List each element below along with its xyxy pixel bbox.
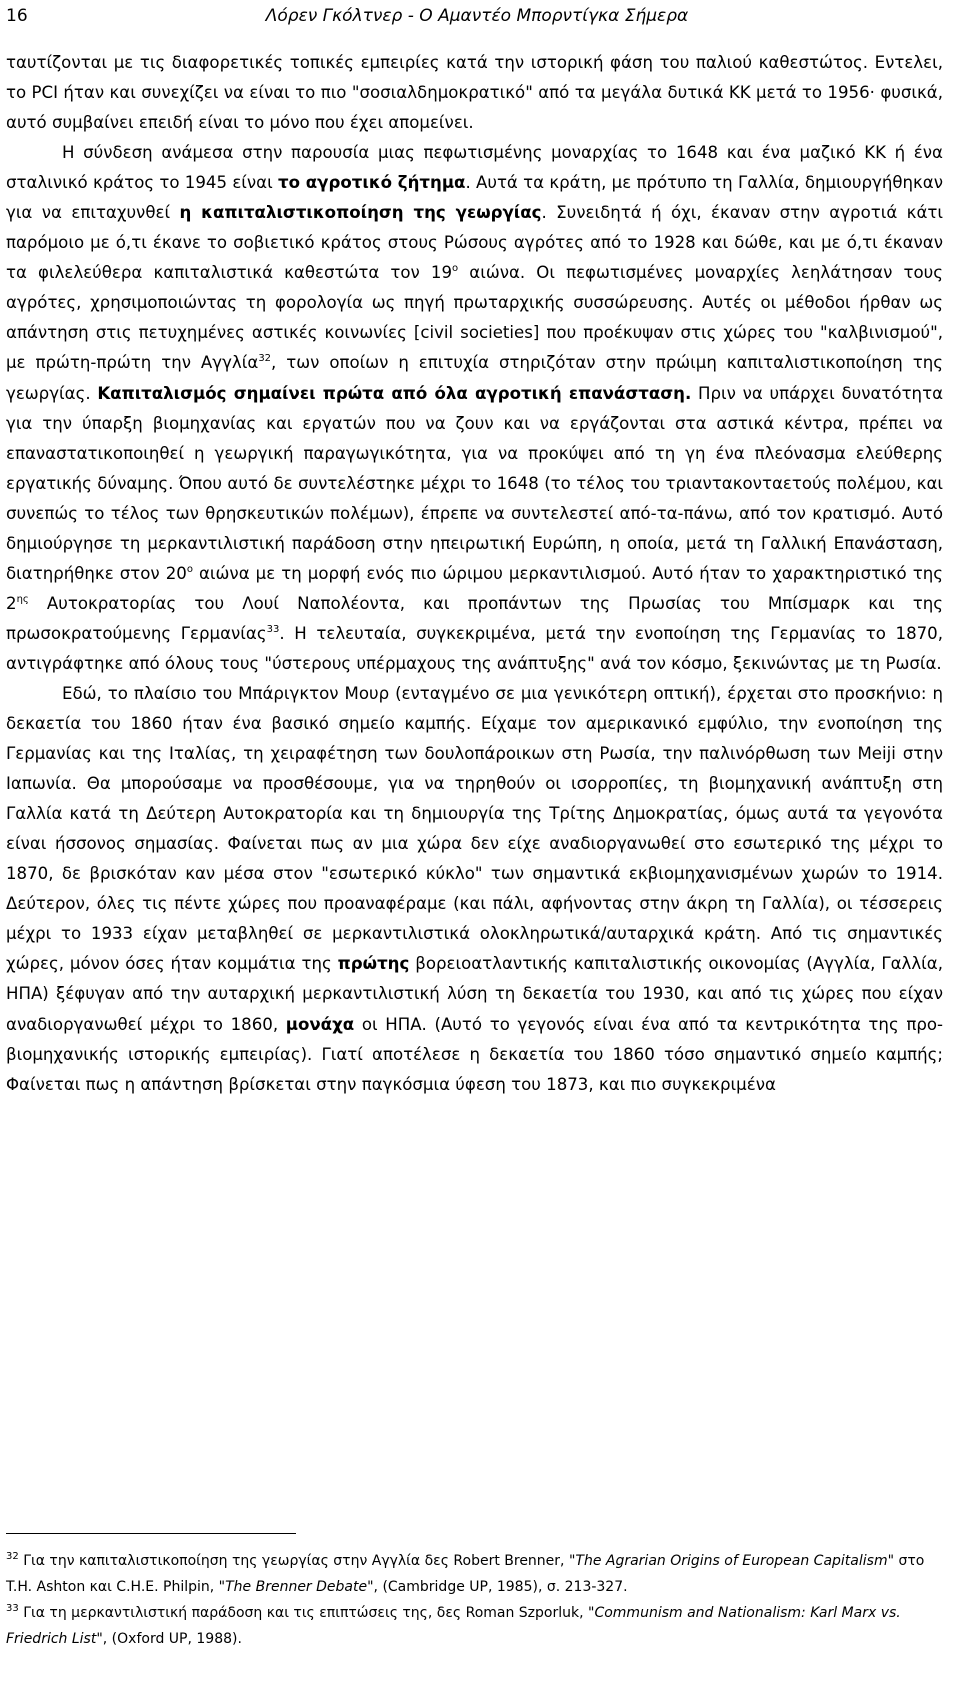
footnote-33 — [6, 1600, 943, 1652]
text-run: Εδώ, το πλαίσιο του Μπάριγκτον Μουρ (ενταγμένο σε μια γενικότερη οπτική), έρχεται στο προσκήνιο: η δεκαετία του 1860 ήταν ένα βασικό σημείο καμπής. Είχαμε τον αμερικανικό εμφύλιο, την ενοποίηση της Γερμανίας και της Ιταλίας, τη χειραφέτηση των δουλοπάροικων στη Ρωσία, την παλινόρθωση των Meiji στην Ιαπωνία. Θα μπορούσαμε να προσθέσουμε, για να τηρηθούν οι ισορροπίες, τη βιομηχανική ανάπτυξη στη Γαλλία κατά τη Δεύτερη Αυτοκρατορία και τη δημιουργία της Τρίτης Δημοκρατίας, όμως αυτά τα γεγονότα είναι ήσσονος σημασίας. Φαίνεται πως αν μια χώρα δεν είχε αναδιοργανωθεί στο εσωτερικό της μέχρι το 1870, δε βρισκόταν καν μέσα στον "εσωτερικό κύκλο" των σημαντικά εκβιομηχανισμένων χωρών το 1914. Δεύτερον, όλες τις πέντε χώρες που προαναφέραμε (και πάλι, αφήνοντας στην άκρη τη Γαλλία), οι τέσσερεις μέχρι το 1933 είχαν μεταβληθεί σε μερκαντιλιστικά ολοκληρωτικά/αυταρχικά κράτη. Από τις σημαντικές χώρες, μόνον όσες ήταν κομμάτια της — [6, 683, 943, 974]
paragraph-1 — [6, 48, 943, 138]
running-title: Λόρεν Γκόλτνερ - Ο Αμαντέο Μπορντίγκα Σήμερα — [265, 6, 689, 26]
text-run: , των οποίων η επιτυχία στηριζόταν στην πρώιμη καπιταλιστικοποίηση της γεωργίας. — [6, 353, 943, 403]
text-run: ταυτίζονται με τις διαφορετικές τοπικές εμπειρίες κατά την ιστορική φάση του παλιού καθεστώτος. Εντελει, το PCI ήταν και συνεχίζει να είναι το πιο "σοσιαλδημοκρατικό" από τα μεγάλα δυτικά ΚΚ μετά το 1956· φυσικά, αυτό συμβαίνει επειδή είναι το μόνο που έχει απομείνει. — [6, 53, 943, 133]
footnote-32 — [6, 1548, 943, 1600]
footnote-text: ", (Oxford UP, 1988). — [96, 1631, 242, 1647]
footnote-text: ", (Cambridge UP, 1985), σ. 213-327. — [367, 1579, 628, 1595]
footnote-text: " στο T.H. Ashton και C.H.E. Philpin, " — [6, 1553, 925, 1595]
bold-phrase: η καπιταλιστικοποίηση της γεωργίας — [179, 203, 542, 223]
text-run: . Η τελευταία, συγκεκριμένα, μετά την ενοποίηση της Γερμανίας το 1870, αντιγράφτηκε από όλους τους "ύστερους υπέρμαχους της ανάπτυξης" ανά τον κόσμο, ξεκινώντας με τη Ρωσία. — [6, 623, 944, 673]
footnote-number: 33 — [6, 1603, 19, 1614]
page-number: 16 — [6, 6, 28, 26]
footnote-title: The Brenner Debate — [225, 1579, 368, 1595]
footnote-title: The Agrarian Origins of European Capitalism — [575, 1553, 888, 1569]
text-run: . Συνειδητά ή όχι, έκαναν στην αγροτιά κάτι παρόμοιο με ό,τι έκανε το σοβιετικό κράτος στους Ρώσους αγρότες από το 1928 και δώθε, και με ό,τι έκαναν τα φιλελεύθερα καπιταλιστικά καθεστώτα τον 19 — [6, 203, 943, 283]
text-run: οι ΗΠΑ. (Αυτό το γεγονός είναι ένα από τα κεντρικότητα της προ-βιομηχανικής ιστορικής εμπειρίας). Γιατί αποτέλεσε η δεκαετία του 1860 τόσο σημαντικό σημείο καμπής; Φαίνεται πως η απάντηση βρίσκεται στην παγκόσμια ύφεση του 1873, και πιο συγκεκριμένα — [6, 1014, 943, 1094]
paragraph-3 — [6, 679, 943, 1100]
footnotes — [6, 1548, 943, 1652]
bold-phrase: πρώτης — [337, 954, 410, 974]
paragraph-2 — [6, 138, 943, 679]
footnote-text: Για τη μερκαντιλιστική παράδοση και τις επιπτώσεις της, δες Roman Szporluk, " — [23, 1605, 595, 1621]
text-run: αιώνα με τη μορφή ενός πιο ώριμου μερκαντιλισμού. Αυτό ήταν το χαρακτηριστικό της 2 — [6, 563, 943, 613]
footnote-title: Communism and Nationalism: Karl Marx vs. Friedrich List — [6, 1605, 901, 1647]
bold-phrase: μονάχα — [285, 1014, 355, 1034]
body-text — [6, 48, 943, 1100]
footnote-number: 32 — [6, 1551, 19, 1562]
footnote-text: Για την καπιταλιστικοποίηση της γεωργίας στην Αγγλία δες Robert Brenner, " — [23, 1553, 576, 1569]
text-run: Αυτοκρατορίας του Λουί Ναπολέοντα, και προπάντων της Πρωσίας του Μπίσμαρκ και της πρωσοκρατούμενης Γερμανίας — [6, 593, 943, 643]
text-run: . Αυτά τα κράτη, με πρότυπο τη Γαλλία, δημιουργήθηκαν για να επιταχυνθεί — [6, 173, 944, 223]
footnote-separator — [6, 1533, 296, 1534]
footnote-ref-32[interactable]: 32 — [258, 353, 272, 365]
text-run: Η σύνδεση ανάμεσα στην παρουσία μιας πεφωτισμένης μοναρχίας το 1648 και ένα μαζικό ΚΚ ή ένα σταλινικό κράτος το 1945 είναι — [6, 143, 943, 193]
page-header — [6, 4, 948, 28]
text-run: αιώνα. Οι πεφωτισμένες μοναρχίες λεηλάτησαν τους αγρότες, χρησιμοποιώντας τη φορολογία ως πηγή πρωταρχικής συσσώρευσης. Αυτές οι μέθοδοι ήρθαν ως απάντηση στις πετυχημένες αστικές κοινωνίες [civil societies] που προέκυψαν στις χώρες του "καλβινισμού", με πρώτη-πρώτη την Αγγλία — [6, 263, 943, 373]
ordinal-superscript: ης — [16, 593, 29, 605]
ordinal-superscript: ο — [452, 263, 459, 275]
bold-phrase: το αγροτικό ζήτημα — [278, 173, 466, 193]
bold-phrase: Καπιταλισμός σημαίνει πρώτα από όλα αγροτική επανάσταση. — [97, 383, 692, 403]
text-run: Πριν να υπάρχει δυνατότητα για την ύπαρξη βιομηχανίας και εργατών που να ζουν και να εργάζονται στα αστικά κέντρα, πρέπει να επαναστατικοποιηθεί η γεωργική παραγωγικότητα, για να προκύψει από τη γη ένα πλεόνασμα ελεύθερης εργατικής δύναμης. Όπου αυτό δε συντελέστηκε μέχρι το 1648 (το τέλος του τριαντακονταετούς πολέμου, και συνεπώς το τέλος των θρησκευτικών πολέμων), έπρεπε να συντελεστεί από-τα-πάνω, από τον κρατισμό. Αυτό δημιούργησε τη μερκαντιλιστική παράδοση στην ηπειρωτική Ευρώπη, η οποία, μετά τη Γαλλική Επανάσταση, διατηρήθηκε στον 20 — [6, 383, 944, 583]
footnote-ref-33[interactable]: 33 — [266, 623, 280, 635]
text-run: βορειοατλαντικής καπιταλιστικής οικονομίας (Αγγλία, Γαλλία, ΗΠΑ) ξέφυγαν από την αυταρχική μερκαντιλιστική λύση τη δεκαετία του 1930, και από τις χώρες που είχαν αναδιοργανωθεί μέχρι το 1860, — [6, 954, 944, 1034]
ordinal-superscript: ο — [186, 563, 193, 575]
